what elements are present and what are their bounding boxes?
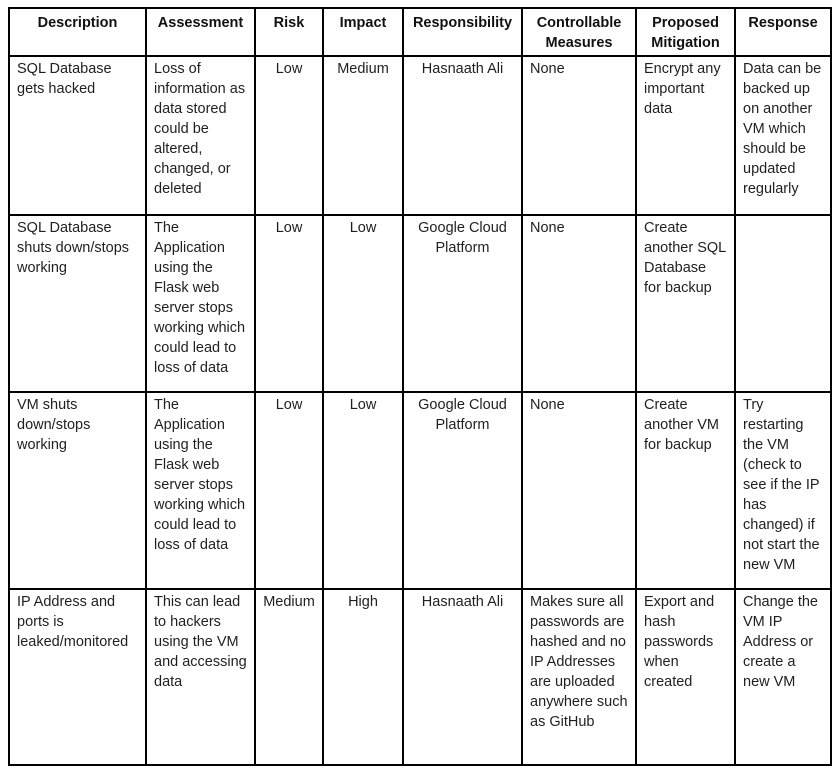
column-header-assessment: Assessment [146,8,255,56]
cell-controllable-measures: None [522,215,636,392]
cell-risk: Low [255,215,323,392]
table-header [9,8,831,56]
column-header-proposed-mitigation: Proposed Mitigation [636,8,735,56]
cell-controllable-measures: Makes sure all passwords are hashed and no IP Addresses are uploaded anywhere such as GitHub [522,589,636,765]
column-header-risk: Risk [255,8,323,56]
column-header-response: Response [735,8,831,56]
table-body [9,56,831,765]
cell-assessment: The Application using the Flask web server stops working which could lead to loss of data [146,392,255,589]
cell-description: VM shuts down/stops working [9,392,146,589]
cell-responsibility: Hasnaath Ali [403,56,522,215]
cell-impact: High [323,589,403,765]
cell-proposed-mitigation: Encrypt any important data [636,56,735,215]
cell-assessment: The Application using the Flask web server stops working which could lead to loss of data [146,215,255,392]
cell-proposed-mitigation: Create another VM for backup [636,392,735,589]
cell-risk: Medium [255,589,323,765]
column-header-controllable-measures: Controllable Measures [522,8,636,56]
cell-response: Change the VM IP Address or create a new VM [735,589,831,765]
cell-responsibility: Google Cloud Platform [403,392,522,589]
cell-description: SQL Database gets hacked [9,56,146,215]
risk-assessment-table [8,7,832,766]
cell-assessment: Loss of information as data stored could be altered, changed, or deleted [146,56,255,215]
cell-impact: Low [323,392,403,589]
header-row [9,8,831,56]
cell-impact: Low [323,215,403,392]
table-row [9,589,831,765]
cell-assessment: This can lead to hackers using the VM and accessing data [146,589,255,765]
table-row [9,392,831,589]
cell-responsibility: Google Cloud Platform [403,215,522,392]
cell-risk: Low [255,392,323,589]
cell-controllable-measures: None [522,56,636,215]
cell-description: IP Address and ports is leaked/monitored [9,589,146,765]
cell-proposed-mitigation: Export and hash passwords when created [636,589,735,765]
column-header-impact: Impact [323,8,403,56]
cell-response [735,215,831,392]
cell-description: SQL Database shuts down/stops working [9,215,146,392]
table-row [9,56,831,215]
cell-responsibility: Hasnaath Ali [403,589,522,765]
column-header-description: Description [9,8,146,56]
cell-response: Data can be backed up on another VM which should be updated regularly [735,56,831,215]
cell-response: Try restarting the VM (check to see if the IP has changed) if not start the new VM [735,392,831,589]
cell-risk: Low [255,56,323,215]
cell-impact: Medium [323,56,403,215]
column-header-responsibility: Responsibility [403,8,522,56]
cell-proposed-mitigation: Create another SQL Database for backup [636,215,735,392]
cell-controllable-measures: None [522,392,636,589]
table-row [9,215,831,392]
